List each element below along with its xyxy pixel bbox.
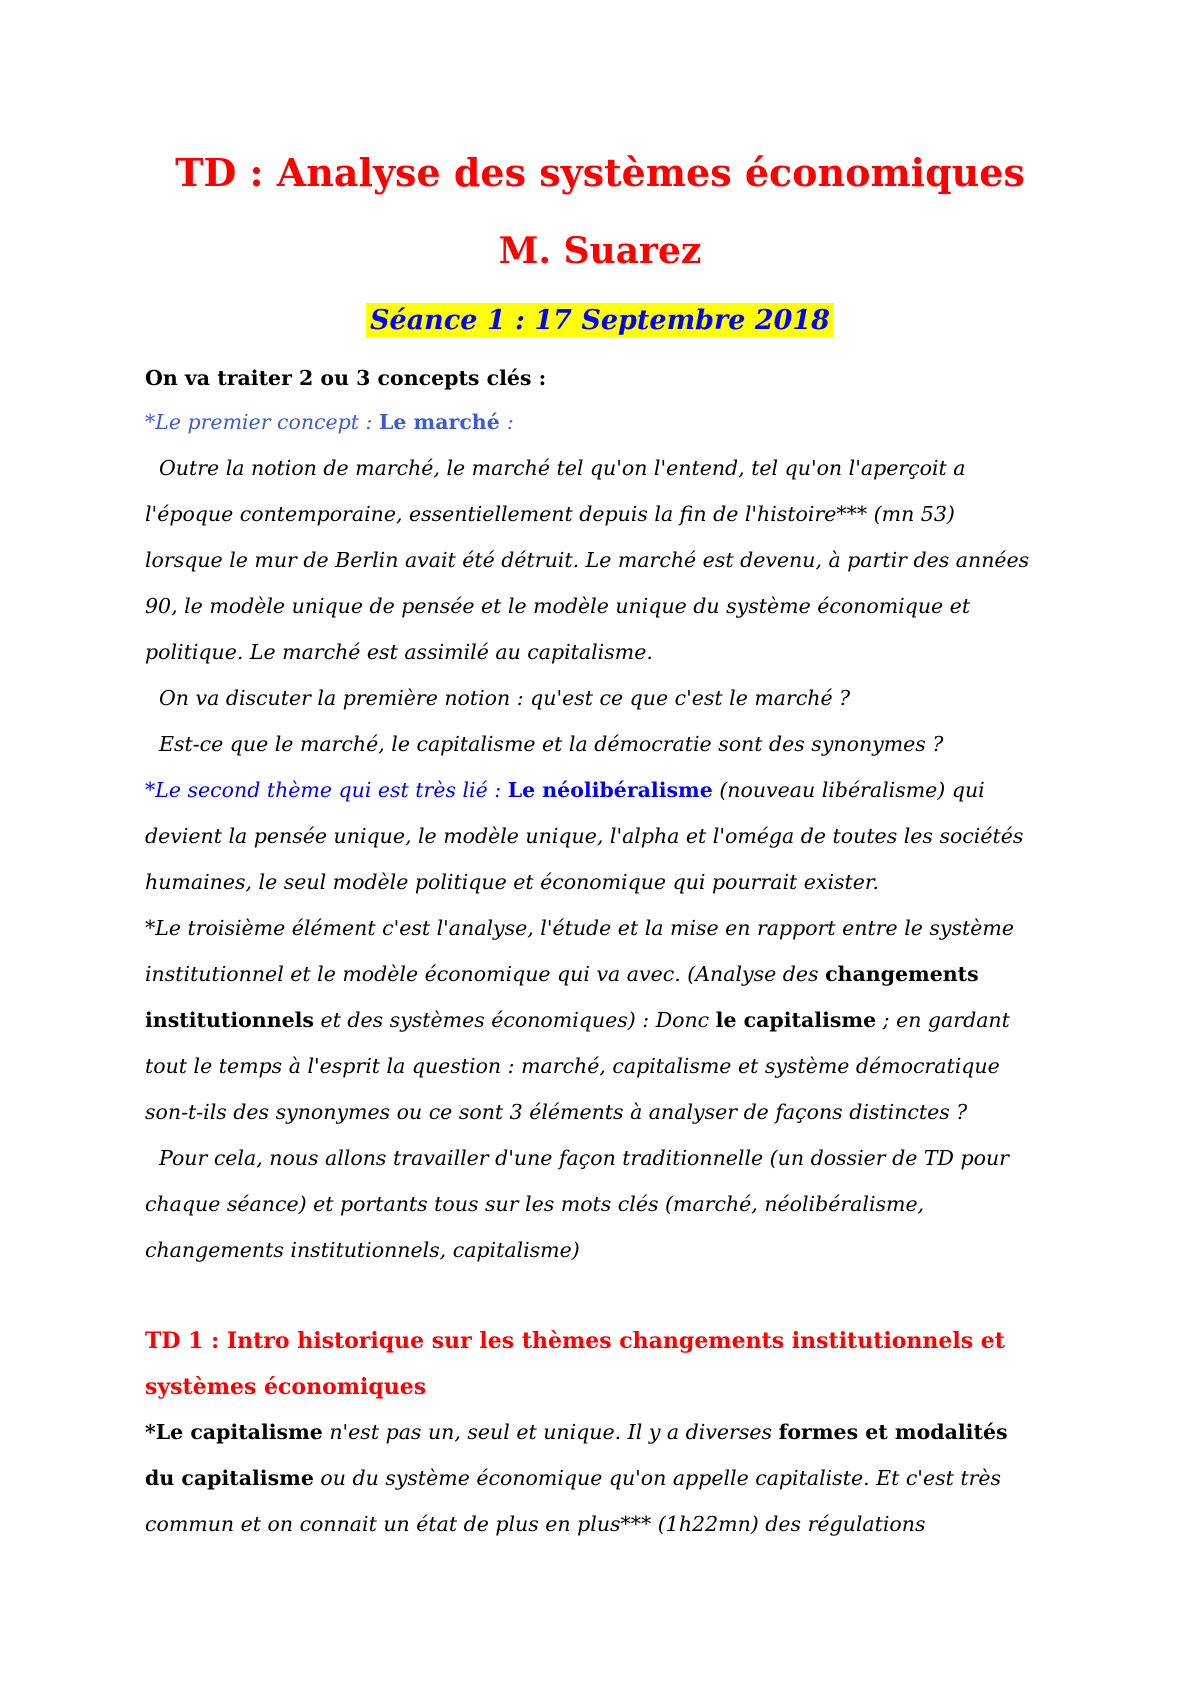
para-3-line-3 [145,1008,1065,1032]
para-5-line-1 [145,1420,1065,1444]
question-2: Est-ce que le marché, le capitalisme et la démocratie sont des synonymes ? [159,732,944,756]
para-3-line-4: tout le temps à l'esprit la question : marché, capitalisme et système démocratique [145,1054,1000,1078]
concept-1-label: *Le premier concept : [145,410,379,434]
para-3-line-3-text: et des systèmes économiques) : Donc [313,1008,716,1032]
para-1-line-3: lorsque le mur de Berlin avait été détruit. Le marché est devenu, à partir des années [145,548,1030,572]
concept-2-line [145,778,1065,802]
para-5-line-3: commun et on connait un état de plus en plus*** (1h22mn) des régulations [145,1512,926,1536]
para-4-line-3: changements institutionnels, capitalisme) [145,1238,580,1262]
para-3-line-5: son-t-ils des synonymes ou ce sont 3 éléments à analyser de façons distinctes ? [145,1100,968,1124]
td1-heading-line-1: TD 1 : Intro historique sur les thèmes changements institutionnels et [145,1328,1005,1354]
concept-1-line [145,410,1065,434]
concept-2-label: *Le second thème qui est très lié : [145,778,508,802]
para-5-line-2 [145,1466,1065,1490]
para-5-line-1-text: n'est pas un, seul et unique. Il y a diverses [322,1420,779,1444]
para-3-bold-capitalisme: le capitalisme [715,1008,877,1032]
concept-2-term: Le néolibéralisme [507,778,713,802]
para-5-line-2-text: ou du système économique qu'on appelle capitaliste. Et c'est très [313,1466,1002,1490]
concept-2-rest: (nouveau libéralisme) qui [712,778,985,802]
document-title: TD : Analyse des systèmes économiques [175,150,1025,195]
para-3-line-2 [145,962,1065,986]
para-1-line-1: Outre la notion de marché, le marché tel qu'on l'entend, tel qu'on l'aperçoit a [159,456,966,480]
document-author: M. Suarez [498,230,702,272]
para-5-bold-du-capitalisme: du capitalisme [145,1466,314,1490]
para-2-line-2: devient la pensée unique, le modèle unique, l'alpha et l'oméga de toutes les sociétés [145,824,1024,848]
concept-1-colon: : [506,410,514,434]
concept-1-term: Le marché [378,410,507,434]
para-3-line-1: *Le troisième élément c'est l'analyse, l'étude et la mise en rapport entre le système [145,916,1014,940]
td1-heading-line-2: systèmes économiques [145,1374,427,1400]
para-3-bold-institutionnels: institutionnels [145,1008,314,1032]
para-1-line-5: politique. Le marché est assimilé au capitalisme. [145,640,653,664]
para-1-line-2: l'époque contemporaine, essentiellement depuis la fin de l'histoire*** (mn 53) [145,502,955,526]
session-date-highlight: Séance 1 : 17 Septembre 2018 [366,303,834,338]
para-5-bold-formes: formes et modalités [778,1420,1008,1444]
para-4-line-2: chaque séance) et portants tous sur les mots clés (marché, néolibéralisme, [145,1192,925,1216]
question-1: On va discuter la première notion : qu'est ce que c'est le marché ? [159,686,851,710]
para-4-line-1: Pour cela, nous allons travailler d'une façon traditionnelle (un dossier de TD pour [159,1146,1009,1170]
para-3-bold-changements: changements [825,962,979,986]
para-1-line-4: 90, le modèle unique de pensée et le modèle unique du système économique et [145,594,971,618]
para-3-line-3-end: ; en gardant [876,1008,1010,1032]
para-3-line-2-text: institutionnel et le modèle économique qui va avec. (Analyse des [145,962,826,986]
para-2-line-3: humaines, le seul modèle politique et économique qui pourrait exister. [145,870,879,894]
session-heading [0,305,1200,336]
intro-line: On va traiter 2 ou 3 concepts clés : [145,366,547,390]
para-5-bold-capitalisme: *Le capitalisme [145,1420,323,1444]
